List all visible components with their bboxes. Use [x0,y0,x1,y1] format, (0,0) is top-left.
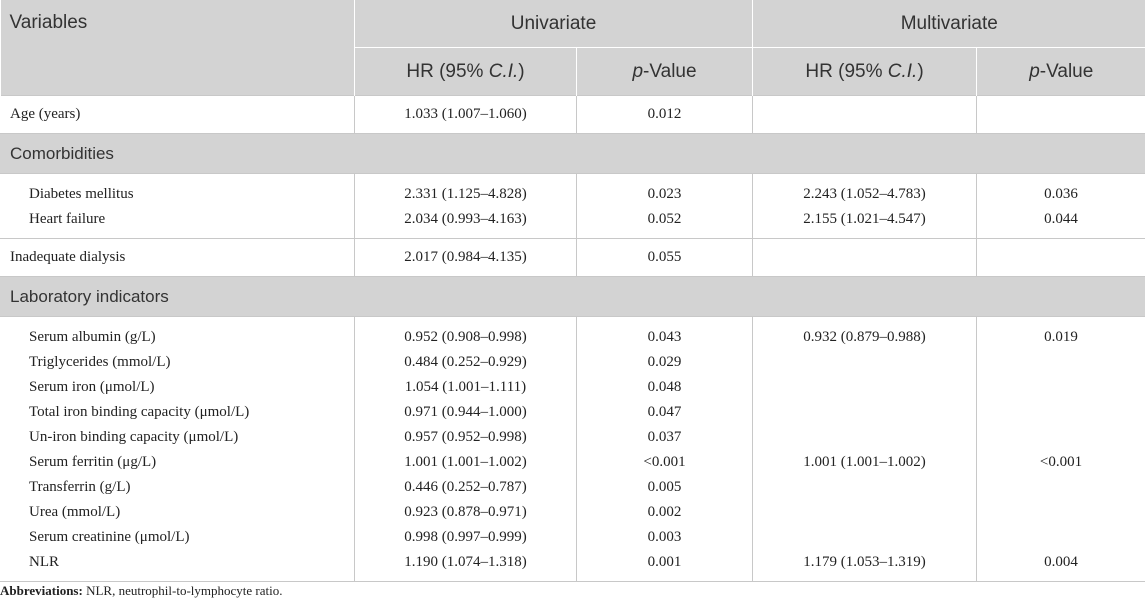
multi-p-cell: 0.004 [977,550,1145,582]
row-label: Serum ferritin (μg/L) [1,450,355,475]
multi-p-cell [977,375,1145,400]
table-row-diabetes [1,174,1145,208]
multi-hr-cell: 1.179 (1.053–1.319) [753,550,977,582]
lab-rows [1,317,1145,582]
multi-p-cell [977,96,1145,134]
uni-p-cell: 0.048 [577,375,753,400]
multi-hr-cell [753,375,977,400]
uni-hr-cell: 1.033 (1.007–1.060) [355,96,577,134]
uni-hr-cell: 1.190 (1.074–1.318) [355,550,577,582]
header-variables: Variables [1,0,355,96]
table-row [1,400,1145,425]
row-label: Serum albumin (g/L) [1,317,355,351]
category-label: Comorbidities [1,134,1145,174]
uni-hr-cell: 2.034 (0.993–4.163) [355,207,577,239]
multi-hr-cell [753,239,977,277]
category-row-lab [1,277,1145,317]
table-row [1,500,1145,525]
multi-p-cell [977,500,1145,525]
uni-p-cell: 0.043 [577,317,753,351]
multi-hr-cell [753,500,977,525]
row-label: Heart failure [1,207,355,239]
uni-p-cell: 0.029 [577,350,753,375]
multi-p-cell: 0.019 [977,317,1145,351]
multi-p-cell: <0.001 [977,450,1145,475]
header-multi-hr: HR (95% C.I.) [753,48,977,96]
uni-hr-cell: 0.998 (0.997–0.999) [355,525,577,550]
table-row [1,475,1145,500]
multi-p-cell [977,475,1145,500]
row-label: Transferrin (g/L) [1,475,355,500]
row-label: Total iron binding capacity (μmol/L) [1,400,355,425]
table-row [1,375,1145,400]
row-label: Inadequate dialysis [1,239,355,277]
table-row [1,450,1145,475]
row-label: Serum creatinine (μmol/L) [1,525,355,550]
uni-hr-cell: 0.446 (0.252–0.787) [355,475,577,500]
footnote [0,583,282,599]
table-row [1,425,1145,450]
uni-hr-cell: 0.957 (0.952–0.998) [355,425,577,450]
multi-p-cell [977,425,1145,450]
header-univariate: Univariate [355,0,753,48]
multi-hr-cell: 2.243 (1.052–4.783) [753,174,977,208]
uni-hr-cell: 0.923 (0.878–0.971) [355,500,577,525]
uni-p-cell: 0.005 [577,475,753,500]
uni-p-cell: <0.001 [577,450,753,475]
uni-p-cell: 0.001 [577,550,753,582]
table-row [1,317,1145,351]
row-label: Diabetes mellitus [1,174,355,208]
multi-p-cell [977,400,1145,425]
uni-hr-cell: 0.484 (0.252–0.929) [355,350,577,375]
multi-hr-cell: 0.932 (0.879–0.988) [753,317,977,351]
header-uni-hr: HR (95% C.I.) [355,48,577,96]
uni-p-cell: 0.037 [577,425,753,450]
header-multi-p: p-Value [977,48,1145,96]
table-row-heart-failure [1,207,1145,239]
multi-hr-cell [753,475,977,500]
row-label: Triglycerides (mmol/L) [1,350,355,375]
uni-p-cell: 0.052 [577,207,753,239]
row-label: NLR [1,550,355,582]
header-multivariate: Multivariate [753,0,1145,48]
multi-p-cell: 0.044 [977,207,1145,239]
multi-hr-cell [753,525,977,550]
uni-p-cell: 0.012 [577,96,753,134]
category-row-comorbidities [1,134,1145,174]
row-label: Un-iron binding capacity (μmol/L) [1,425,355,450]
table-row-dialysis [1,239,1145,277]
multi-hr-cell [753,350,977,375]
category-label: Laboratory indicators [1,277,1145,317]
uni-hr-cell: 0.952 (0.908–0.998) [355,317,577,351]
multi-p-cell: 0.036 [977,174,1145,208]
footnote-text: NLR, neutrophil-to-lymphocyte ratio. [82,583,283,598]
table-row-age [1,96,1145,134]
multi-hr-cell [753,425,977,450]
table-row [1,525,1145,550]
uni-hr-cell: 1.001 (1.001–1.002) [355,450,577,475]
multi-hr-cell: 2.155 (1.021–4.547) [753,207,977,239]
multi-hr-cell [753,400,977,425]
multi-p-cell [977,239,1145,277]
table-row [1,350,1145,375]
header-row-1 [1,0,1145,48]
uni-p-cell: 0.055 [577,239,753,277]
multi-p-cell [977,525,1145,550]
uni-p-cell: 0.002 [577,500,753,525]
uni-p-cell: 0.023 [577,174,753,208]
uni-hr-cell: 2.017 (0.984–4.135) [355,239,577,277]
multi-hr-cell: 1.001 (1.001–1.002) [753,450,977,475]
multi-p-cell [977,350,1145,375]
footnote-label: Abbreviations: [0,583,83,598]
uni-hr-cell: 0.971 (0.944–1.000) [355,400,577,425]
uni-hr-cell: 2.331 (1.125–4.828) [355,174,577,208]
uni-hr-cell: 1.054 (1.001–1.111) [355,375,577,400]
row-label: Age (years) [1,96,355,134]
multi-hr-cell [753,96,977,134]
row-label: Urea (mmol/L) [1,500,355,525]
uni-p-cell: 0.047 [577,400,753,425]
header-uni-p: p-Value [577,48,753,96]
uni-p-cell: 0.003 [577,525,753,550]
table-row [1,550,1145,582]
row-label: Serum iron (μmol/L) [1,375,355,400]
